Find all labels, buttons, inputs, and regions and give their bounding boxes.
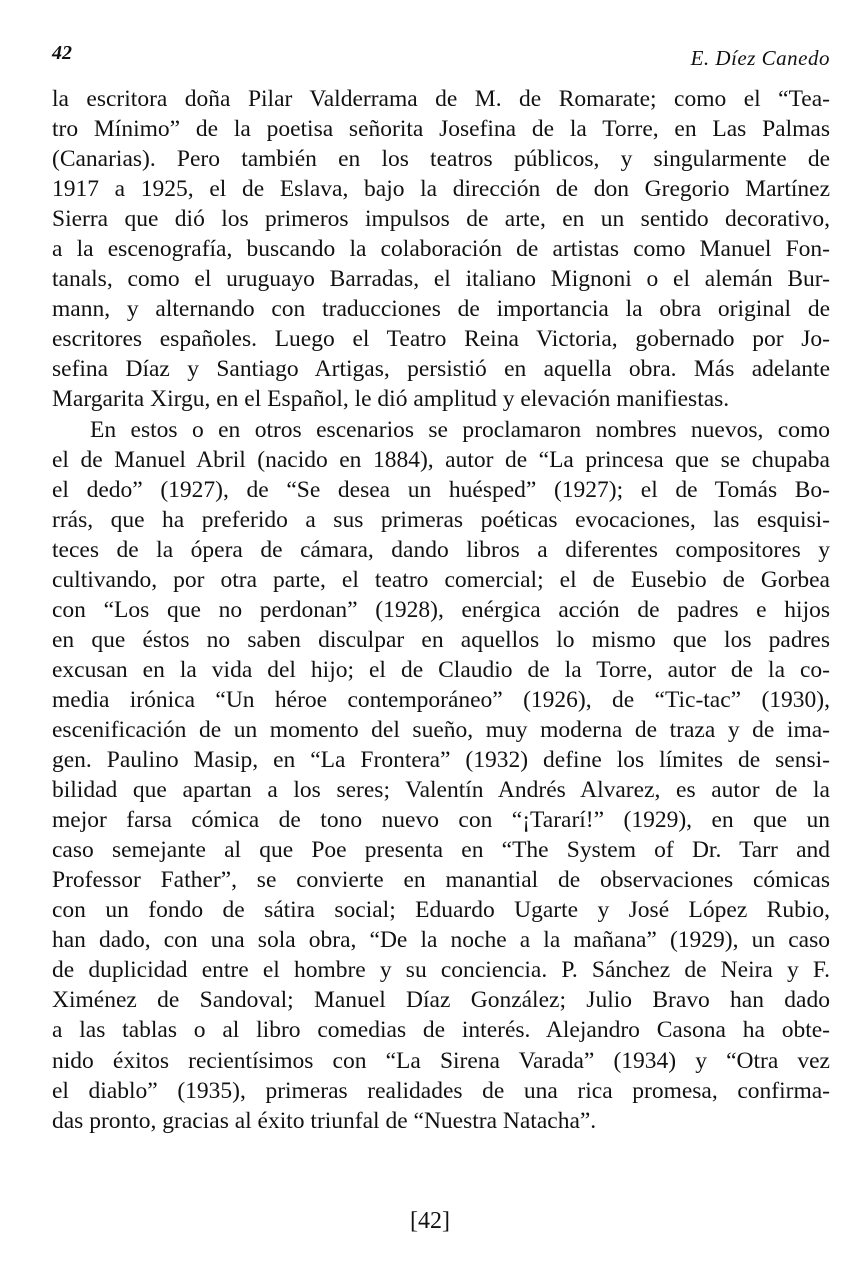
- text-line: mejor farsa cómica de tono nuevo con “¡Tararí!” (1929), en que un: [52, 807, 830, 834]
- text-line: En estos o en otros escenarios se proclamaron nombres nuevos, como: [90, 416, 830, 443]
- text-line: cultivando, por otra parte, el teatro comercial; el de Eusebio de Gorbea: [52, 566, 830, 593]
- text-line: tro Mínimo” de la poetisa señorita Josefina de la Torre, en Las Palmas: [52, 116, 830, 143]
- text-line: el dedo” (1927), de “Se desea un huésped” (1927); el de Tomás Bo-: [52, 476, 830, 503]
- text-line: con “Los que no perdonan” (1928), enérgica acción de padres e hijos: [52, 596, 830, 623]
- text-line: media irónica “Un héroe contemporáneo” (1926), de “Tic-tac” (1930),: [52, 686, 830, 713]
- text-line: bilidad que apartan a los seres; Valentín Andrés Alvarez, es autor de la: [52, 777, 830, 804]
- text-line: la escritora doña Pilar Valderrama de M. de Romarate; como el “Tea-: [52, 86, 830, 112]
- text-line: el de Manuel Abril (nacido en 1884), autor de “La princesa que se chupaba: [52, 446, 830, 473]
- text-line: nido éxitos recientísimos con “La Sirena Varada” (1934) y “Otra vez: [52, 1047, 830, 1074]
- text-line: en que éstos no saben disculpar en aquellos lo mismo que los padres: [52, 626, 830, 653]
- text-line: han dado, con una sola obra, “De la noche a la mañana” (1929), un caso: [52, 927, 830, 954]
- text-line: a la escenografía, buscando la colaboración de artistas como Manuel Fon-: [52, 236, 830, 263]
- footer-page-label: [42]: [410, 1208, 450, 1234]
- text-line: escritores españoles. Luego el Teatro Reina Victoria, gobernado por Jo-: [52, 326, 830, 353]
- text-line: (Canarias). Pero también en los teatros públicos, y singularmente de: [52, 146, 830, 173]
- paragraph-1: [52, 84, 830, 415]
- text-line: el diablo” (1935), primeras realidades de una rica promesa, confirma-: [52, 1077, 830, 1104]
- header-page-number: 42: [52, 42, 72, 64]
- text-line: teces de la ópera de cámara, dando libros a diferentes compositores y: [52, 536, 830, 563]
- text-line: mann, y alternando con traducciones de importancia la obra original de: [52, 296, 830, 323]
- paragraph-2: [52, 415, 830, 1136]
- text-line: a las tablas o al libro comedias de interés. Alejandro Casona ha obte-: [52, 1017, 830, 1044]
- body-text: [52, 84, 830, 1136]
- running-head: E. Díez Canedo: [690, 46, 830, 70]
- text-line: caso semejante al que Poe presenta en “The System of Dr. Tarr and: [52, 837, 830, 864]
- text-line: sefina Díaz y Santiago Artigas, persistió en aquella obra. Más adelante: [52, 356, 830, 383]
- text-line: tanals, como el uruguayo Barradas, el italiano Mignoni o el alemán Bur-: [52, 266, 830, 293]
- text-line: rrás, que ha preferido a sus primeras poéticas evocaciones, las esquisi-: [52, 506, 830, 533]
- text-line: Ximénez de Sandoval; Manuel Díaz González; Julio Bravo han dado: [52, 987, 830, 1014]
- page-header: [52, 42, 830, 72]
- text-line: con un fondo de sátira social; Eduardo Ugarte y José López Rubio,: [52, 897, 830, 924]
- text-line: gen. Paulino Masip, en “La Frontera” (1932) define los límites de sensi-: [52, 747, 830, 774]
- page-footer: [0, 1208, 860, 1235]
- text-line: excusan en la vida del hijo; el de Claudio de la Torre, autor de la co-: [52, 656, 830, 683]
- text-line: Professor Father”, se convierte en manantial de observaciones cómicas: [52, 867, 830, 894]
- text-line: de duplicidad entre el hombre y su conciencia. P. Sánchez de Neira y F.: [52, 957, 830, 984]
- text-line: Sierra que dió los primeros impulsos de arte, en un sentido decorativo,: [52, 206, 830, 233]
- text-line: 1917 a 1925, el de Eslava, bajo la dirección de don Gregorio Martínez: [52, 176, 830, 203]
- text-line: Margarita Xirgu, en el Español, le dió amplitud y elevación manifiestas.: [52, 386, 730, 413]
- text-line: escenificación de un momento del sueño, muy moderna de traza y de ima-: [52, 716, 830, 743]
- text-line: das pronto, gracias al éxito triunfal de “Nuestra Natacha”.: [52, 1107, 597, 1134]
